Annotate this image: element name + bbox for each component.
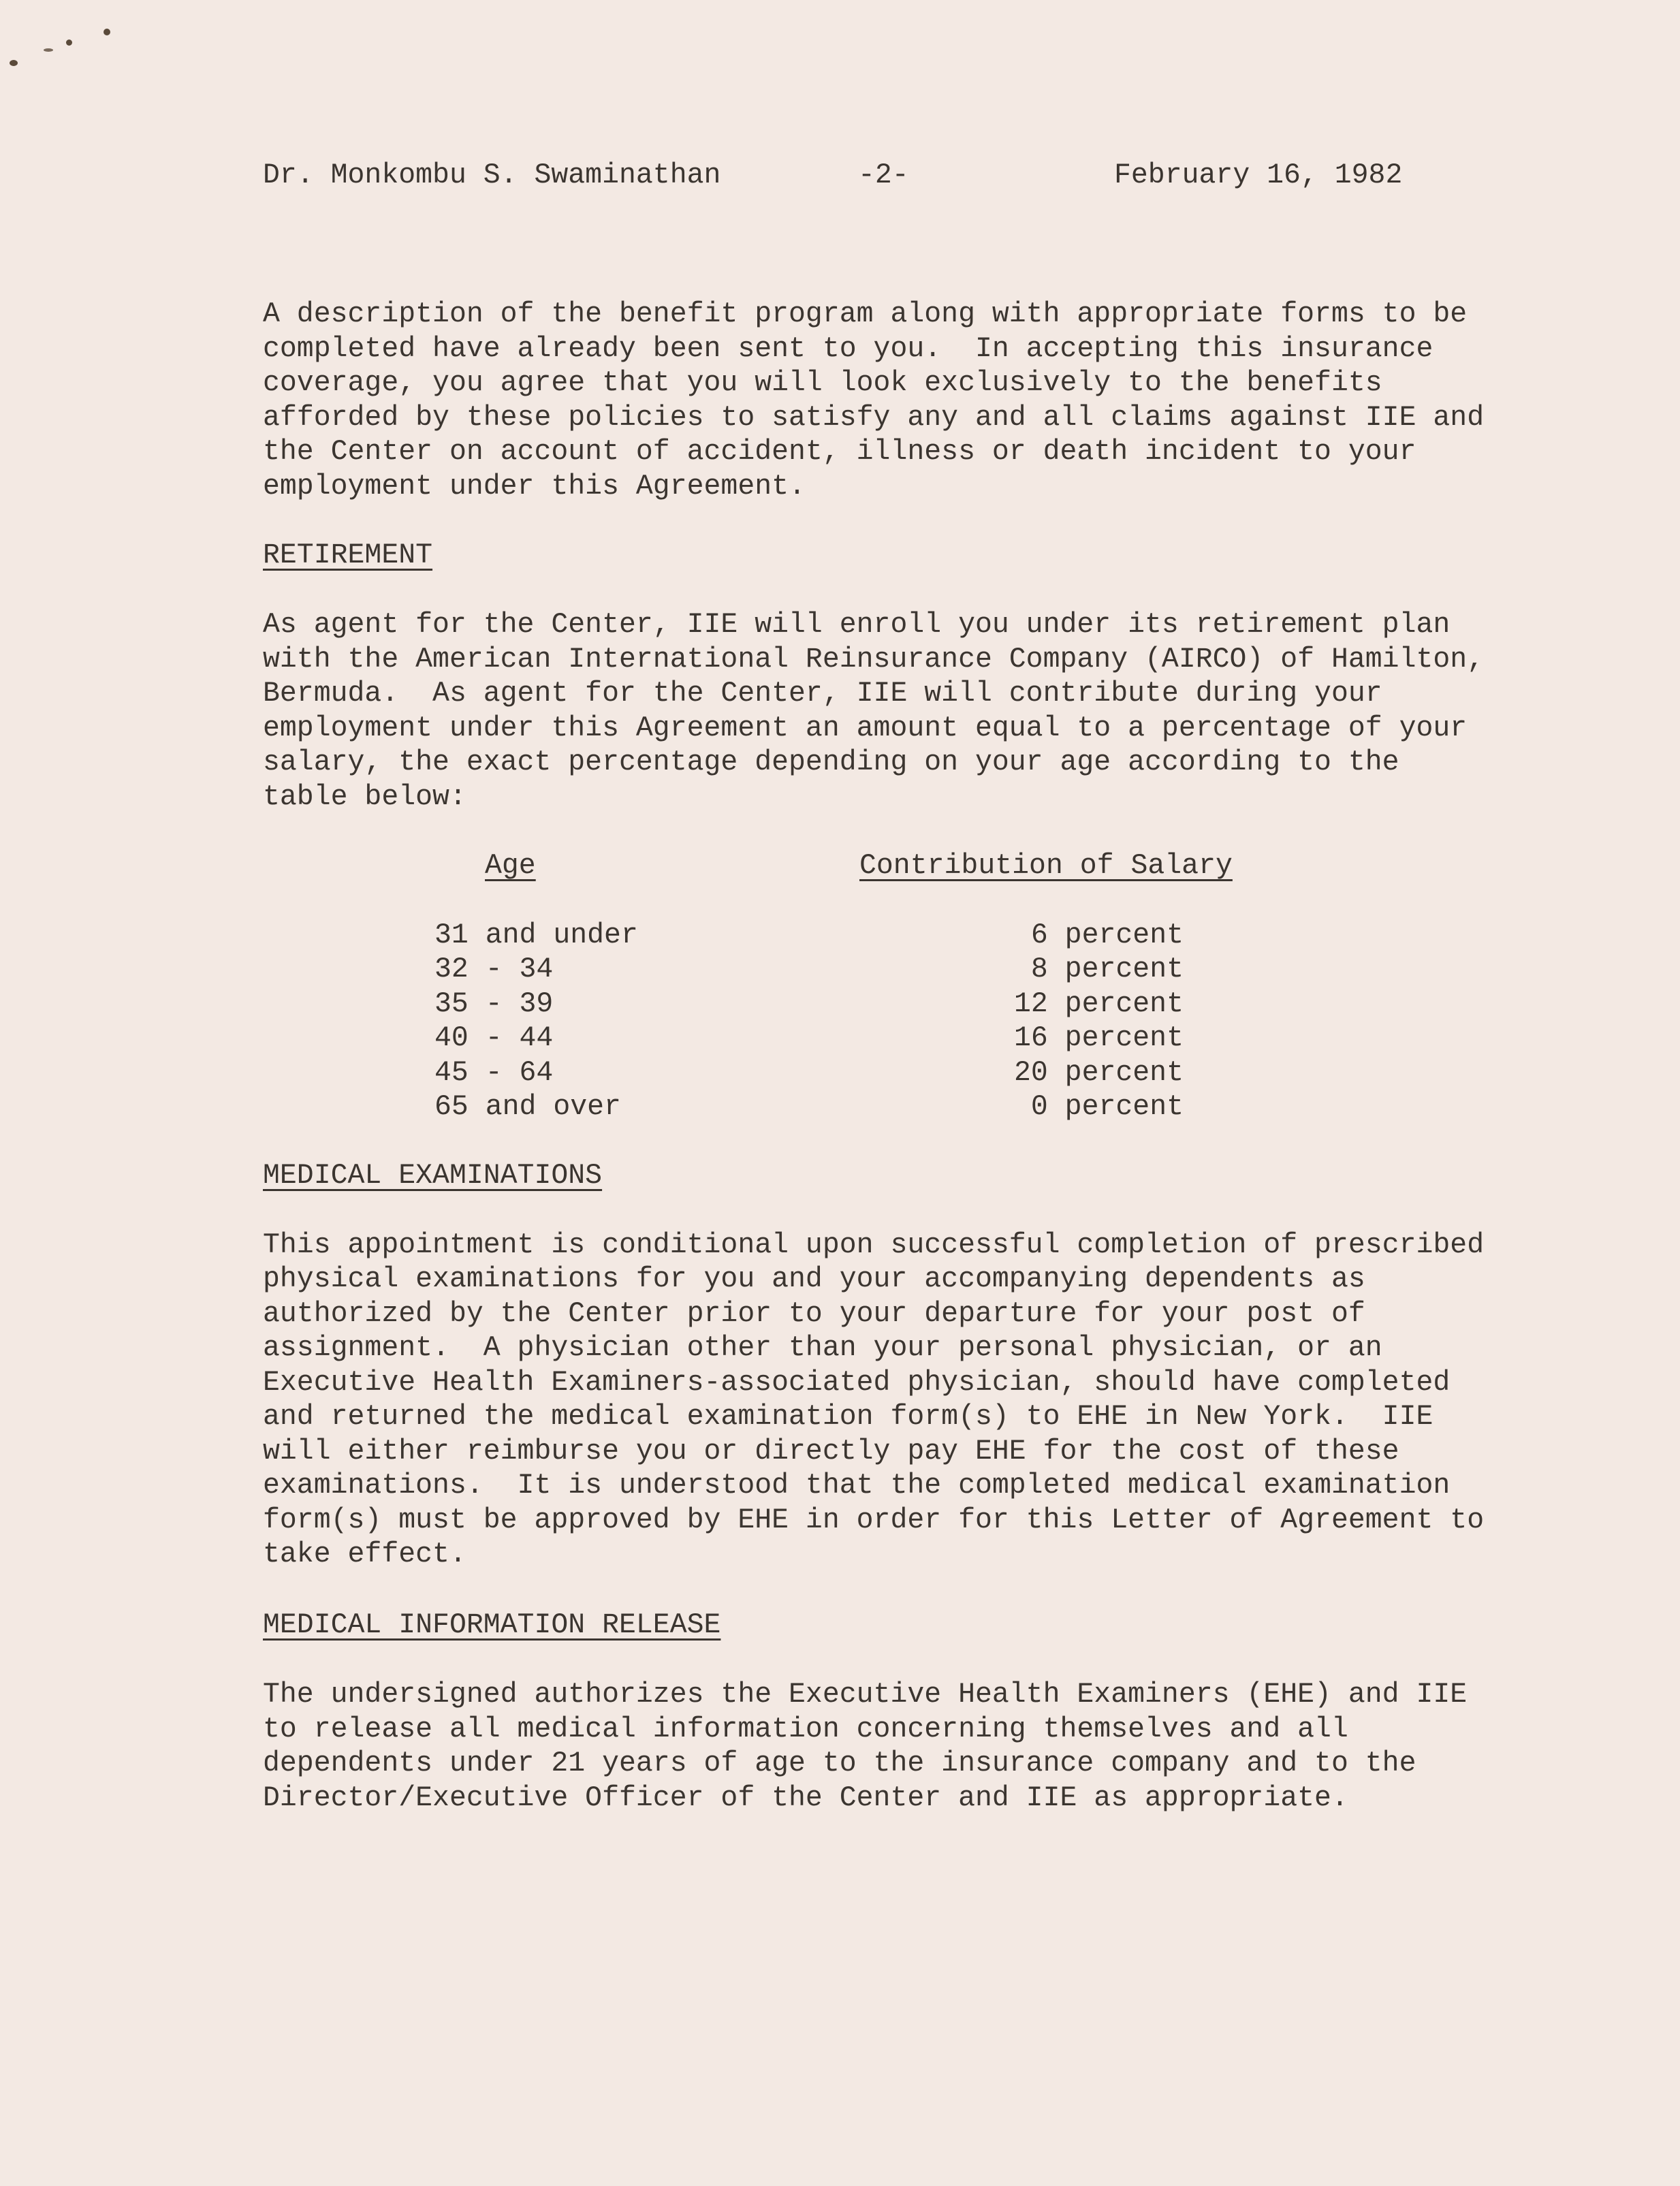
table-header-contribution: Contribution of Salary xyxy=(859,850,1233,882)
contribution-cell: 12 percent xyxy=(1013,988,1184,1020)
contribution-cell: 0 percent xyxy=(1030,1091,1184,1123)
paragraph-line: coverage, you agree that you will look exclusively to the benefits xyxy=(263,367,1382,399)
paragraph-line: Bermuda. As agent for the Center, IIE will contribute during your xyxy=(263,678,1382,710)
age-cell: 32 - 34 xyxy=(434,953,554,985)
paragraph-line: take effect. xyxy=(263,1538,466,1570)
paragraph-line: to release all medical information concerning themselves and all xyxy=(263,1713,1348,1745)
paragraph-line: authorized by the Center prior to your departure for your post of xyxy=(263,1298,1365,1330)
section-heading-medical-information-release: MEDICAL INFORMATION RELEASE xyxy=(263,1609,721,1641)
age-cell: 31 and under xyxy=(434,919,638,951)
age-cell: 40 - 44 xyxy=(434,1022,554,1054)
page-number: -2- xyxy=(858,159,909,191)
paragraph-line: dependents under 21 years of age to the insurance company and to the xyxy=(263,1747,1416,1779)
contribution-cell: 16 percent xyxy=(1013,1022,1184,1054)
paragraph-line: This appointment is conditional upon successful completion of prescribed xyxy=(263,1229,1485,1261)
contribution-cell: 20 percent xyxy=(1013,1057,1184,1089)
letter-date: February 16, 1982 xyxy=(1114,159,1403,191)
paragraph-line: the Center on account of accident, illness or death incident to your xyxy=(263,436,1416,468)
section-heading-retirement: RETIREMENT xyxy=(263,539,433,571)
paragraph-line: afforded by these policies to satisfy any and all claims against IIE and xyxy=(263,402,1485,434)
paragraph-line: physical examinations for you and your accompanying dependents as xyxy=(263,1263,1365,1295)
paragraph-line: employment under this Agreement. xyxy=(263,471,806,503)
contribution-cell: 6 percent xyxy=(1030,919,1184,951)
paragraph-line: As agent for the Center, IIE will enroll you under its retirement plan xyxy=(263,609,1451,641)
paragraph-line: employment under this Agreement an amount equal to a percentage of your xyxy=(263,712,1468,744)
paragraph-line: completed have already been sent to you. In accepting this insurance xyxy=(263,333,1433,365)
age-cell: 45 - 64 xyxy=(434,1057,554,1089)
age-cell: 35 - 39 xyxy=(434,988,554,1020)
paragraph-line: table below: xyxy=(263,781,466,813)
paragraph-line: and returned the medical examination form(s) to EHE in New York. IIE xyxy=(263,1401,1433,1433)
recipient-name: Dr. Monkombu S. Swaminathan xyxy=(263,159,721,191)
age-cell: 65 and over xyxy=(434,1091,621,1123)
paragraph-line: will either reimburse you or directly pay EHE for the cost of these xyxy=(263,1436,1399,1468)
paragraph-line: examinations. It is understood that the completed medical examination xyxy=(263,1470,1451,1502)
paragraph-line: A description of the benefit program along with appropriate forms to be xyxy=(263,298,1468,330)
paragraph-line: salary, the exact percentage depending on your age according to the xyxy=(263,746,1399,778)
contribution-cell: 8 percent xyxy=(1030,953,1184,985)
paragraph-line: form(s) must be approved by EHE in order for this Letter of Agreement to xyxy=(263,1504,1485,1536)
paragraph-line: Executive Health Examiners-associated physician, should have completed xyxy=(263,1367,1451,1399)
table-header-age: Age xyxy=(485,850,536,882)
section-heading-medical-examinations: MEDICAL EXAMINATIONS xyxy=(263,1160,603,1192)
paragraph-line: The undersigned authorizes the Executive Health Examiners (EHE) and IIE xyxy=(263,1679,1468,1711)
paragraph-line: Director/Executive Officer of the Center and IIE as appropriate. xyxy=(263,1782,1348,1814)
paragraph-line: assignment. A physician other than your personal physician, or an xyxy=(263,1332,1382,1364)
paragraph-line: with the American International Reinsurance Company (AIRCO) of Hamilton, xyxy=(263,644,1485,676)
